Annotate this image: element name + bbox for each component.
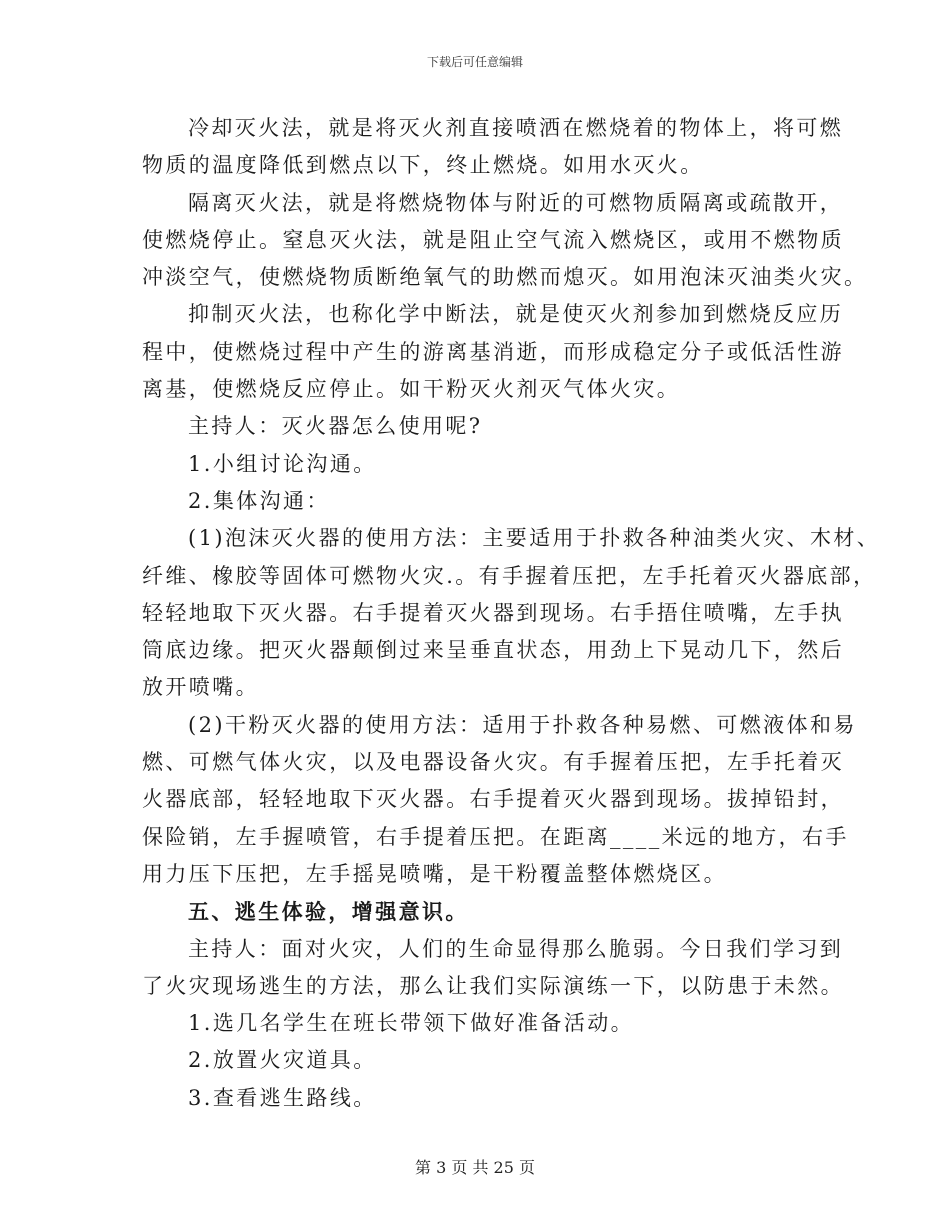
paragraph-line: 火器底部，轻轻地取下灭火器。右手提着灭火器到现场。拔掉铅封， [142,787,844,812]
paragraph-line: 物质的温度降低到燃点以下，终止燃烧。如用水灭火。 [142,153,704,178]
paragraph-line: 用力压下压把，左手摇晃喷嘴，是干粉覆盖整体燃烧区。 [142,861,727,886]
list-item: 1.选几名学生在班长带领下做好准备活动。 [188,1011,635,1036]
paragraph-line: 燃、可燃气体火灾，以及电器设备火灾。有手握着压把，左手托着灭 [142,750,844,775]
section-heading: 五、逃生体验，增强意识。 [188,899,469,925]
list-item: 2.集体沟通： [188,488,330,513]
paragraph-line: 冷却灭火法，就是将灭火剂直接喷洒在燃烧着的物体上，将可燃 [188,116,844,140]
paragraph-line: 冲淡空气，使燃烧物质断绝氧气的助燃而熄灭。如用泡沫灭油类火灾。 [142,265,868,290]
paragraph-line: 纤维、橡胶等固体可燃物火灾.。有手握着压把，左手托着灭火器底部， [142,563,877,588]
paragraph-line: 筒底边缘。把灭火器颠倒过来呈垂直状态，用劲上下晃动几下，然后 [142,638,844,663]
page-number-footer: 第 3 页 共 25 页 [415,1158,535,1177]
paragraph-line: 程中，使燃烧过程中产生的游离基消逝，而形成稳定分子或低活性游 [142,339,844,364]
paragraph-line: 主持人：灭火器怎么使用呢? [188,414,483,439]
list-item: 2.放置火灾道具。 [188,1048,377,1073]
document-body [142,110,881,1117]
paragraph-line: 轻轻地取下灭火器。右手提着灭火器到现场。右手捂住喷嘴，左手执 [142,600,844,625]
paragraph-line: 放开喷嘴。 [142,675,259,700]
paragraph-line: 抑制灭火法，也称化学中断法，就是使灭火剂参加到燃烧反应历 [188,302,844,327]
paragraph-line: (2)干粉灭火器的使用方法：适用于扑救各种易燃、可燃液体和易 [188,712,857,737]
paragraph-line: 使燃烧停止。窒息灭火法，就是阻止空气流入燃烧区，或用不燃物质 [142,227,844,252]
paragraph-line: 离基，使燃烧反应停止。如干粉灭火剂灭气体火灾。 [142,377,681,402]
paragraph-line: 保险销，左手握喷管，右手提着压把。在距离____米远的地方，右手 [142,824,849,849]
paragraph-line: 隔离灭火法，就是将燃烧物体与附近的可燃物质隔离或疏散开， [188,190,844,215]
list-item: 3.查看逃生路线。 [188,1085,377,1110]
page-header: 下载后可任意编辑 [426,55,523,69]
list-item: 1.小组讨论沟通。 [188,451,377,476]
paragraph-line: (1)泡沫灭火器的使用方法：主要适用于扑救各种油类火灾、木材、 [188,526,881,551]
paragraph-line: 了火灾现场逃生的方法，那么让我们实际演练一下，以防患于未然。 [142,973,844,998]
paragraph-line: 主持人：面对火灾，人们的生命显得那么脆弱。今日我们学习到 [188,936,844,961]
